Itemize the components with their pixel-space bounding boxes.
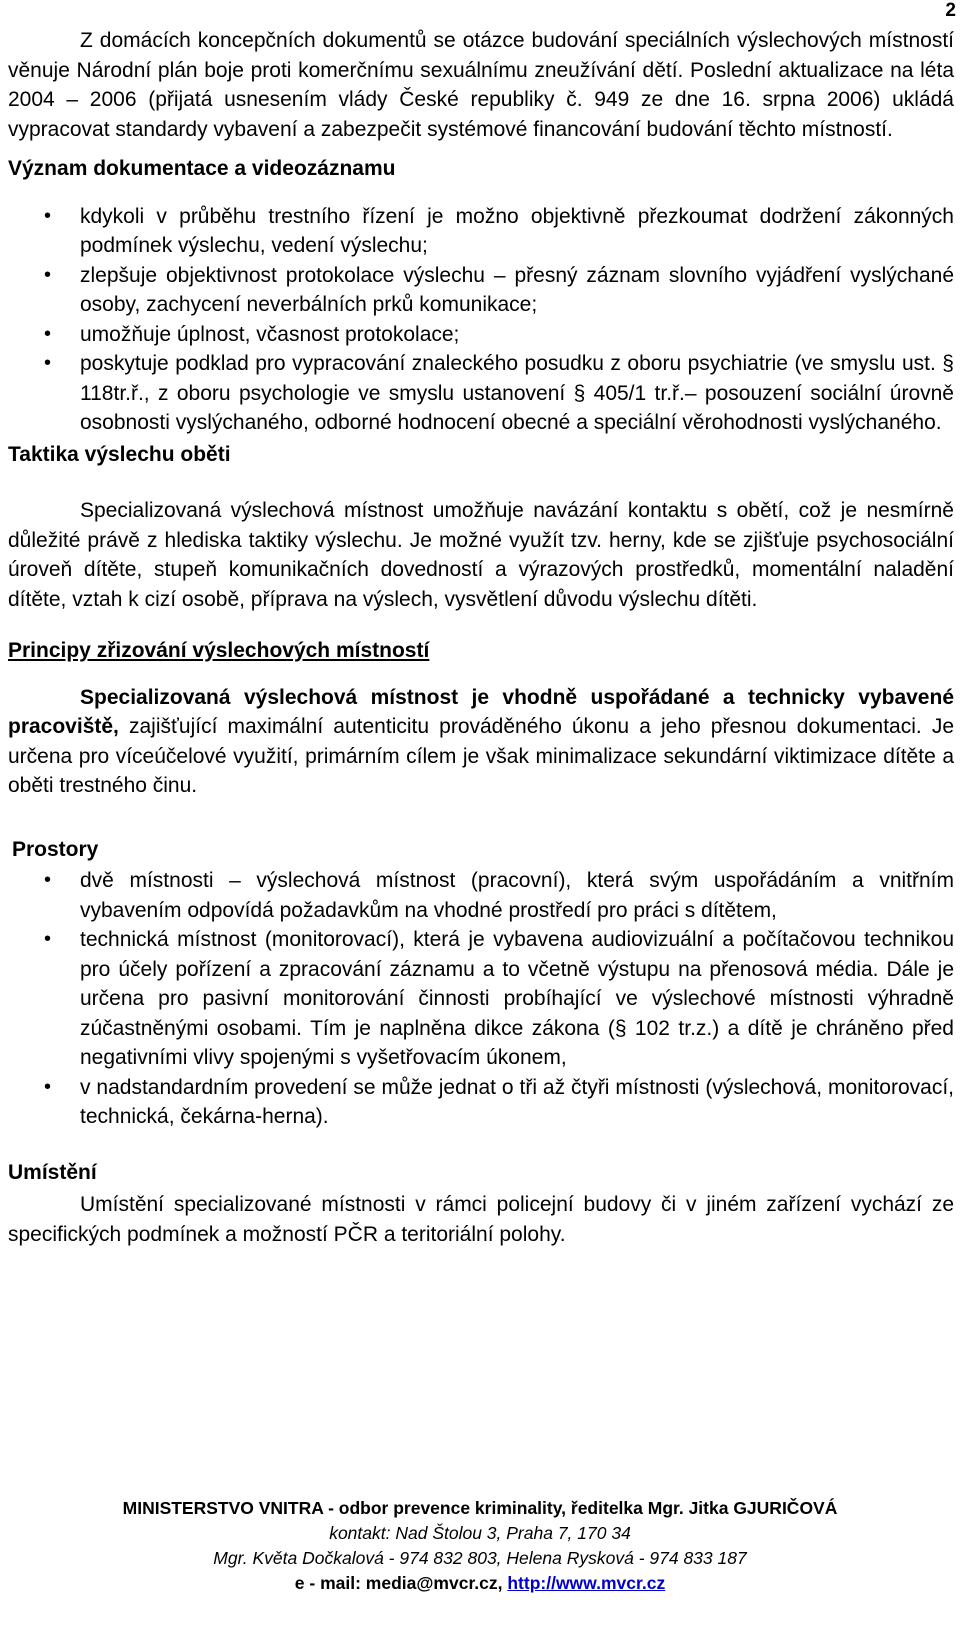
list-dokumentace bbox=[8, 202, 954, 438]
footer-website-link[interactable]: http://www.mvcr.cz bbox=[507, 1573, 666, 1593]
list-item: • kdykoli v průběhu trestního řízení je možno objektivně přezkoumat dodržení zákonných podmínek výslechu, vedení výslechu; bbox=[8, 202, 954, 261]
heading-umisteni: Umístění bbox=[8, 1160, 97, 1184]
umisteni-paragraph: Umístění specializované místnosti v rámci policejní budovy či v jiném zařízení vychází ze specifických podmínek a možností PČR a teritoriální polohy. bbox=[8, 1193, 954, 1246]
heading-principy: Principy zřizování výslechových místností bbox=[8, 639, 430, 662]
footer-email-line bbox=[0, 1571, 960, 1596]
footer-contact: kontakt: Nad Štolou 3, Praha 7, 170 34 bbox=[329, 1523, 631, 1543]
page-number: 2 bbox=[945, 0, 956, 21]
list-prostory bbox=[8, 866, 954, 1132]
footer-ministry: MINISTERSTVO VNITRA - odbor prevence kriminality, ředitelka Mgr. Jitka GJURIČOVÁ bbox=[122, 1498, 838, 1518]
principy-bold-text: Specializovaná výslechová místnost je vhodně uspořádané a technicky vybavené pracoviště, bbox=[8, 685, 954, 738]
footer-phones: Mgr. Květa Dočkalová - 974 832 803, Helena Rysková - 974 833 187 bbox=[213, 1548, 747, 1568]
footer bbox=[0, 1496, 960, 1596]
list-item: • umožňuje úplnost, včasnost protokolace; bbox=[8, 320, 954, 350]
footer-email: e - mail: media@mvcr.cz, bbox=[294, 1573, 508, 1593]
heading-taktika: Taktika výslechu oběti bbox=[8, 442, 231, 466]
list-item: • v nadstandardním provedení se může jednat o tři až čtyři místnosti (výslechová, monitorovací, technická, čekárna-herna). bbox=[8, 1073, 954, 1132]
list-item: • poskytuje podklad pro vypracování znaleckého posudku z oboru psychiatrie (ve smyslu ust. § 118tr.ř., z oboru psychologie ve smyslu ustanovení § 405/1 tr.ř.– posouzení sociální úrovně osobnosti vyslýchaného, odborné hodnocení obecné a speciální věrohodnosti vyslýchaného. bbox=[8, 349, 954, 438]
taktika-paragraph: Specializovaná výslechová místnost umožňuje navázání kontaktu s obětí, což je nesmírně důležité právě z hlediska taktiky výslechu. Je možné využít tzv. herny, kde se zjišťuje psychosociální úroveň dítěte, stupeň komunikačních dovedností a výrazových prostředků, momentální naladění dítěte, vztah k cizí osobě, příprava na výslech, vysvětlení důvodu výslechu dítěti. bbox=[8, 499, 954, 611]
list-item: • zlepšuje objektivnost protokolace výslechu – přesný záznam slovního vyjádření vyslýchané osoby, zachycení neverbálních prků komunikace; bbox=[8, 261, 954, 320]
principy-paragraph bbox=[8, 683, 954, 801]
intro-paragraph: Z domácích koncepčních dokumentů se otázce budování speciálních výslechových místností věnuje Národní plán boje proti komerčnímu sexuálnímu zneužívání dětí. Poslední aktualizace na léta 2004 – 2006 (přijatá usnesením vlády České republiky č. 949 ze dne 16. srpna 2006) ukládá vypracovat standardy vybavení a zabezpečit systémové financování budování těchto místností. bbox=[8, 29, 954, 141]
list-item: • dvě místnosti – výslechová místnost (pracovní), která svým uspořádáním a vnitřním vybavením odpovídá požadavkům na vhodné prostředí pro práci s dítětem, bbox=[8, 866, 954, 925]
principy-text: zajišťující maximální autenticitu prováděného úkonu a jeho přesnou dokumentaci. Je určena pro víceúčelové využití, primárním cílem je však minimalizace sekundární viktimizace dítěte a oběti trestného činu. bbox=[8, 715, 954, 797]
list-item: • technická místnost (monitorovací), která je vybavena audiovizuální a počítačovou technikou pro účely pořízení a zpracování záznamu a to včetně výstupu na přenosová média. Dále je určena pro pasivní monitorování činnosti probíhající ve výslechové místnosti výhradně zúčastněnými osobami. Tím je naplněna dikce zákona (§ 102 tr.z.) a dítě je chráněno před negativními vlivy spojenými s vyšetřovacím úkonem, bbox=[8, 925, 954, 1073]
heading-dokumentace: Význam dokumentace a videozáznamu bbox=[8, 157, 396, 180]
document-body bbox=[8, 26, 954, 1249]
heading-prostory: Prostory bbox=[12, 837, 99, 861]
